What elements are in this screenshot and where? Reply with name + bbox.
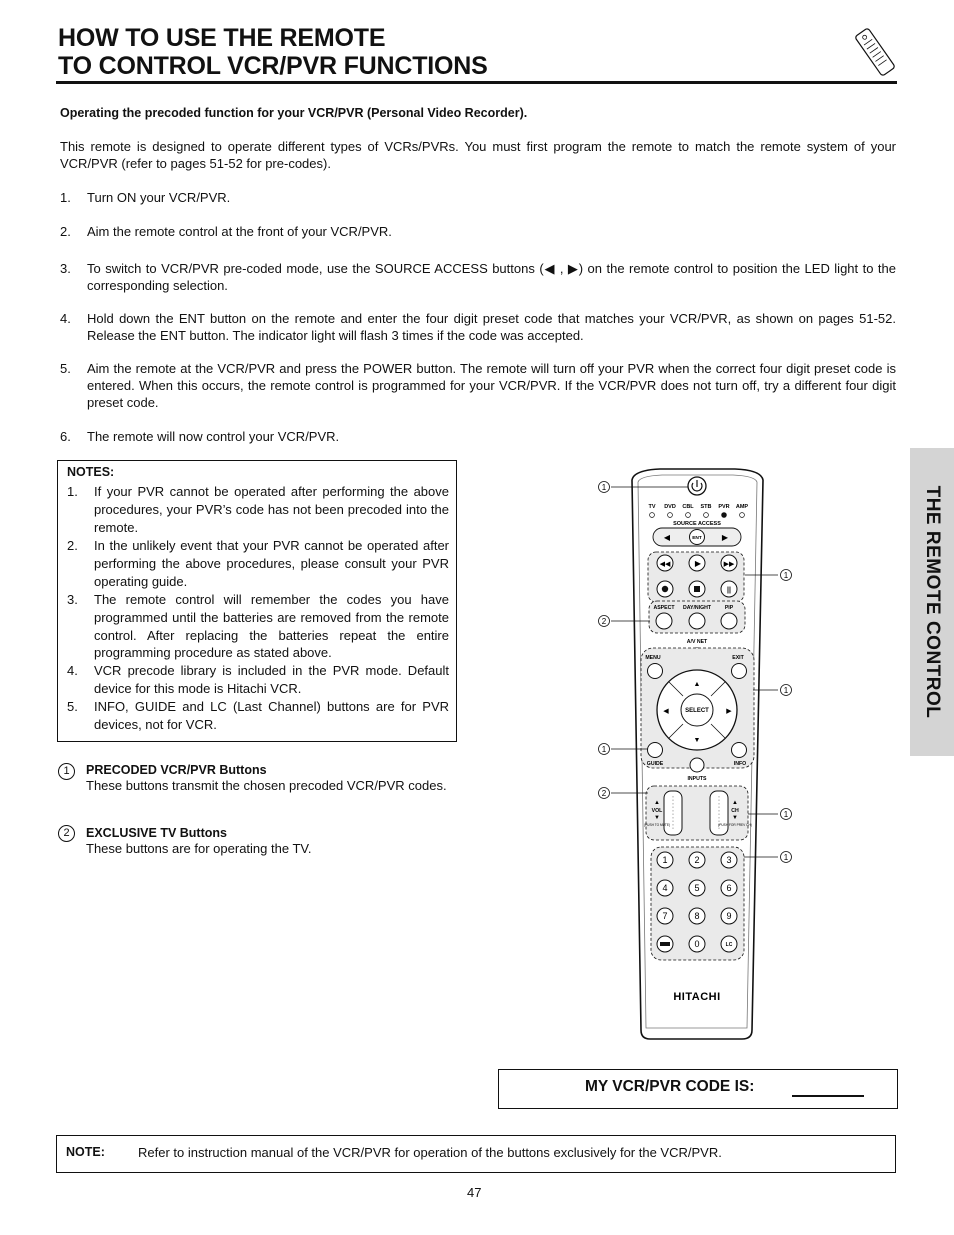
step-number: 4. xyxy=(60,311,71,326)
legend-title-2: EXCLUSIVE TV Buttons xyxy=(86,826,227,840)
info-button xyxy=(732,743,747,758)
rewind-icon: ◀◀ xyxy=(659,561,671,568)
note-number: 2. xyxy=(67,538,78,553)
day-night-button xyxy=(689,613,705,629)
pip-label: PIP xyxy=(724,605,734,611)
digit-6-label: 6 xyxy=(726,883,732,893)
note-text: In the unlikely event that your PVR cannot be operated after performing the above procedures, please consult your PVR operating guide. xyxy=(94,538,449,589)
left-arrow-icon: ◀ xyxy=(663,533,671,542)
callout-marker: 1 xyxy=(783,686,789,695)
step-number: 2. xyxy=(60,224,71,239)
callout-marker: 1 xyxy=(601,745,607,754)
right-arrow-icon: ▶ xyxy=(721,533,729,542)
side-tab-label: THE REMOTE CONTROL xyxy=(922,485,943,719)
inputs-label: INPUTS xyxy=(687,776,707,782)
ch-down-icon: ▼ xyxy=(732,815,738,821)
legend-marker-2: 2 xyxy=(58,823,75,842)
vol-label: VOL xyxy=(651,808,663,814)
callout-marker: 2 xyxy=(601,617,607,626)
source-label-pvr: PVR xyxy=(718,504,730,510)
ch-sub-label: (PUSH FOR PREV CH) xyxy=(718,823,752,827)
title-line-2: TO CONTROL VCR/PVR FUNCTIONS xyxy=(58,52,488,80)
step-3 xyxy=(60,260,896,294)
legend-text-2: These buttons are for operating the TV. xyxy=(86,841,312,856)
step-number: 5. xyxy=(60,361,71,376)
callout-marker: 2 xyxy=(601,789,607,798)
callout-marker: 1 xyxy=(601,483,607,492)
step-text: Turn ON your VCR/PVR. xyxy=(87,190,231,205)
aspect-label: ASPECT xyxy=(653,605,675,611)
step-5 xyxy=(60,360,896,411)
ent-label: ENT xyxy=(692,536,702,541)
ch-label: CH xyxy=(731,808,739,814)
dash-icon xyxy=(660,942,670,946)
vol-up-icon: ▲ xyxy=(654,800,660,806)
note-item-5 xyxy=(67,698,449,734)
section-heading: Operating the precoded function for your VCR/PVR (Personal Video Recorder). xyxy=(60,106,528,120)
remote-control-icon xyxy=(852,26,898,78)
up-arrow-icon: ▲ xyxy=(693,681,701,688)
legend-marker-1: 1 xyxy=(58,761,75,780)
code-write-line xyxy=(792,1095,864,1097)
step-1 xyxy=(60,189,896,206)
source-label-cbl: CBL xyxy=(682,504,694,510)
step-number: 6. xyxy=(60,429,71,444)
right-arrow-icon: ▶ xyxy=(726,708,732,715)
step-text: Hold down the ENT button on the remote and enter the four digit preset code that matches your VCR/PVR, as shown on pages 51-52. Release the ENT button. The indicator light will flash 3 times if the code was accepted. xyxy=(87,311,896,343)
inputs-button xyxy=(690,758,704,772)
step-text: Aim the remote control at the front of your VCR/PVR. xyxy=(87,224,392,239)
source-label-dvd: DVD xyxy=(664,504,676,510)
fast-forward-icon: ▶▶ xyxy=(723,561,735,568)
note-number: 4. xyxy=(67,663,78,678)
day-night-label: DAY/NIGHT xyxy=(682,605,712,611)
callout-marker: 1 xyxy=(783,571,789,580)
step-text: Aim the remote at the VCR/PVR and press the POWER button. The remote will turn off your PVR when the correct four digit preset code is entered. When this occurs, the remote control is programmed for your VCR/PVR. If the VCR/PVR does not turn off, try a different four digit preset code. xyxy=(87,361,896,410)
bottom-note-text: Refer to instruction manual of the VCR/PVR for operation of the buttons exclusively for the VCR/PVR. xyxy=(138,1145,722,1160)
note-item-2 xyxy=(67,537,449,590)
note-number: 1. xyxy=(67,484,78,499)
down-arrow-icon: ▼ xyxy=(693,737,701,744)
intro-paragraph: This remote is designed to operate different types of VCRs/PVRs. You must first program the remote to match the remote system of your VCR/PVR (refer to pages 51-52 for pre-codes). xyxy=(60,139,896,171)
source-label-stb: STB xyxy=(700,504,712,510)
step-6 xyxy=(60,428,896,445)
note-text: INFO, GUIDE and LC (Last Channel) buttons are for PVR devices, not for VCR. xyxy=(94,699,449,732)
note-number: 5. xyxy=(67,699,78,714)
legend-title-1: PRECODED VCR/PVR Buttons xyxy=(86,763,267,777)
bottom-note-box xyxy=(56,1135,896,1173)
digit-3-label: 3 xyxy=(726,855,732,865)
pip-button xyxy=(721,613,737,629)
left-arrow-icon: ◀ xyxy=(663,708,669,715)
notes-title: NOTES: xyxy=(67,465,115,479)
step-text: To switch to VCR/PVR pre-coded mode, use the SOURCE ACCESS buttons (◀ , ▶) on the remote control to position the LED light to the corresponding selection. xyxy=(87,261,896,293)
record-icon xyxy=(662,586,668,592)
source-label-amp: AMP xyxy=(735,504,749,510)
digit-0-label: 0 xyxy=(694,939,700,949)
step-4 xyxy=(60,310,896,344)
exit-label: EXIT xyxy=(732,655,744,661)
pause-icon: || xyxy=(727,587,731,594)
source-led-active xyxy=(722,513,727,518)
info-label: INFO xyxy=(733,761,747,767)
vol-sub-label: (PUSH TO MUTE) xyxy=(643,823,671,827)
digit-2-label: 2 xyxy=(694,855,700,865)
select-label: SELECT xyxy=(685,708,709,714)
callout-marker: 1 xyxy=(783,810,789,819)
vol-down-icon: ▼ xyxy=(654,815,660,821)
callout-marker: 1 xyxy=(783,853,789,862)
page-title xyxy=(58,24,488,80)
note-item-3 xyxy=(67,591,449,662)
digit-5-label: 5 xyxy=(694,883,700,893)
bottom-note-label: NOTE: xyxy=(66,1145,105,1159)
source-access-label: SOURCE ACCESS xyxy=(673,521,721,527)
remote-control-illustration xyxy=(590,460,800,1045)
stop-icon xyxy=(694,586,700,592)
ch-up-icon: ▲ xyxy=(732,800,738,806)
notes-box xyxy=(57,460,457,742)
play-icon: ▶ xyxy=(694,559,702,568)
title-rule xyxy=(56,81,897,84)
aspect-button xyxy=(656,613,672,629)
legend-text-1: These buttons transmit the chosen precoded VCR/PVR codes. xyxy=(86,778,447,793)
lc-label: LC xyxy=(725,942,733,948)
page-number: 47 xyxy=(467,1185,482,1200)
code-entry-box xyxy=(498,1069,898,1109)
step-number: 3. xyxy=(60,261,71,276)
step-text: The remote will now control your VCR/PVR. xyxy=(87,429,340,444)
note-item-1 xyxy=(67,483,449,536)
step-number: 1. xyxy=(60,190,71,205)
digit-7-label: 7 xyxy=(662,911,668,921)
menu-label: MENU xyxy=(645,655,661,661)
step-2 xyxy=(60,223,896,240)
note-text: VCR precode library is included in the PVR mode. Default device for this mode is Hitachi VCR. xyxy=(94,663,449,696)
note-text: The remote control will remember the codes you have programmed until the batteries are removed from the remote control. After replacing the batteries repeat the entire programming procedure as stated above. xyxy=(94,592,449,661)
title-line-1: HOW TO USE THE REMOTE xyxy=(58,24,386,52)
digit-8-label: 8 xyxy=(694,911,700,921)
guide-button xyxy=(648,743,663,758)
digit-4-label: 4 xyxy=(662,883,668,893)
code-label: MY VCR/PVR CODE IS: xyxy=(585,1078,755,1095)
note-text: If your PVR cannot be operated after performing the above procedures, your PVR’s code has not been precoded into the remote. xyxy=(94,484,449,535)
menu-button xyxy=(648,664,663,679)
av-net-label: A/V NET xyxy=(686,639,708,645)
brand-logo: HITACHI xyxy=(673,991,721,1003)
digit-9-label: 9 xyxy=(726,911,732,921)
exit-button xyxy=(732,664,747,679)
note-item-4 xyxy=(67,662,449,698)
guide-label: GUIDE xyxy=(646,761,664,767)
digit-1-label: 1 xyxy=(662,855,668,865)
note-number: 3. xyxy=(67,592,78,607)
source-label-tv: TV xyxy=(648,504,656,510)
